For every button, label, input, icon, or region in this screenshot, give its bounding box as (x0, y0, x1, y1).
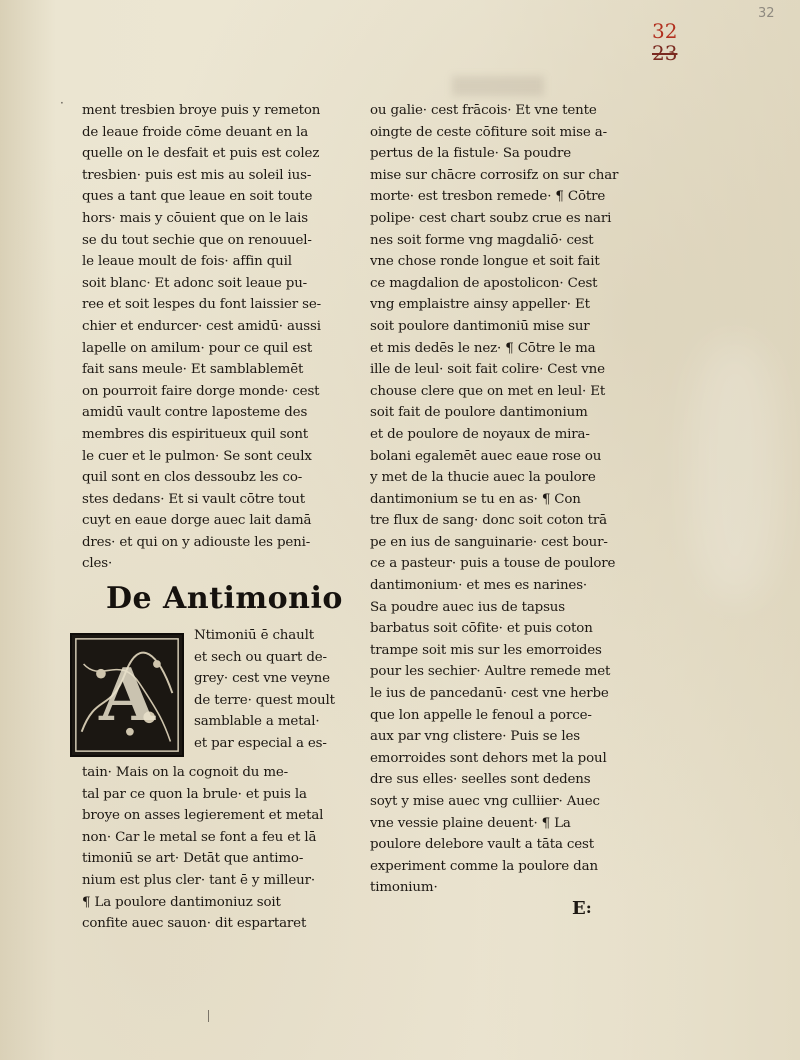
text-line: aux par vng clistere· Puis se les (370, 729, 580, 745)
text-line: ment tresbien broye puis y remeton (82, 103, 321, 118)
text-line: tre flux de sang· donc soit coton trā (370, 513, 607, 529)
text-line: mise sur chācre corrosifz on sur char (370, 167, 619, 183)
text-line: broye on asses legierement et metal (82, 808, 324, 824)
text-line: tal par ce quon la brule· et puis la (82, 786, 307, 802)
paper-stain (690, 340, 780, 600)
initial-block (82, 625, 346, 762)
text-line: y met de la thucie auec la poulore (370, 470, 596, 486)
text-line: pertus de la fistule· Sa poudre (370, 146, 572, 162)
text-line: nes soit forme vng magdaliō· cest (370, 232, 594, 248)
text-line: tresbien· puis est mis au soleil ius- (82, 167, 312, 183)
text-line: soit blanc· Et adonc soit leaue pu- (82, 275, 308, 291)
text-line: timonium· (370, 880, 438, 896)
text-line: se du tout sechie que on renouuel- (82, 232, 312, 248)
text-line: soit poulore dantimoniū mise sur (370, 318, 590, 334)
text-line: emorroides sont dehors met la poul (370, 750, 607, 766)
text-line: le ius de pancedanū· cest vne herbe (370, 686, 609, 702)
text-line: et mis dedēs le nez· ¶ Cōtre le ma (370, 340, 596, 356)
text-line: cuyt en eaue dorge auec lait damā (82, 513, 312, 529)
text-line: ree et soit lespes du font laissier se- (82, 297, 321, 313)
catchword: E꞉ (572, 898, 592, 919)
text-line: Ntimoniū ē chault (194, 628, 314, 644)
right-column (370, 100, 636, 899)
text-line: vng emplaistre ainsy appeller· Et (370, 297, 590, 313)
text-line: cles· (82, 556, 113, 572)
text-line: de terre· quest moult (194, 692, 335, 708)
left-column-bottom-text (82, 762, 346, 935)
initial-adjacent-text (194, 625, 346, 755)
marginal-mark: · (60, 96, 64, 110)
text-line: soyt y mise auec vng culliier· Auec (370, 794, 600, 809)
text-line: non· Car le metal se font a feu et lā (82, 829, 317, 845)
text-line: dres· et qui on y adiouste les peni- (82, 534, 311, 550)
text-line: ques a tant que leaue en soit toute (82, 189, 313, 205)
text-line: dre sus elles· seelles sont dedens (370, 772, 591, 788)
text-line: ille de leul· soit fait colire· Cest vne (370, 362, 605, 378)
text-line: polipe· cest chart soubz crue es nari (370, 210, 612, 226)
text-line: trampe soit mis sur les emorroides (370, 642, 602, 658)
text-line: lapelle on amilum· pour ce quil est (82, 340, 313, 356)
text-line: bolani egalemēt auec eaue rose ou (370, 448, 602, 464)
text-line: le leaue moult de fois· affin quil (82, 254, 292, 270)
text-line: chouse clere que on met en leul· Et (370, 383, 606, 399)
text-line: on pourroit faire dorge monde· cest (82, 383, 320, 399)
text-line: hors· mais y cōuient que on le lais (82, 210, 308, 226)
text-line: quelle on le desfait et puis est colez (82, 146, 320, 162)
text-line: stes dedans· Et si vault cōtre tout (82, 491, 306, 507)
text-line: ou galie· cest frācois· Et vne tente (370, 103, 597, 118)
text-line: ce magdalion de apostolicon· Cest (370, 275, 598, 291)
text-line: et par especial a es- (194, 736, 327, 752)
text-line: membres dis espiritueux quil sont (82, 426, 309, 442)
text-line: pour les sechier· Aultre remede met (370, 664, 611, 680)
folio-number-struck: 23 (652, 41, 678, 65)
text-line: chier et endurcer· cest amidū· aussi (82, 318, 321, 334)
left-column-top-text (82, 100, 346, 575)
text-line: vne vessie plaine deuent· ¶ La (370, 815, 571, 831)
pencil-folio-number: 32 (758, 6, 775, 21)
text-line: pe en ius de sanguinarie· cest bour- (370, 534, 608, 550)
text-line: nium est plus cler· tant ē y milleur· (82, 873, 315, 889)
text-line: samblable a metal· (194, 714, 320, 730)
text-line: fait sans meule· Et samblablemēt (82, 362, 304, 378)
text-line: tain· Mais on la cognoit du me- (82, 765, 289, 781)
text-line: que lon appelle le fenoul a porce- (370, 707, 592, 723)
text-line: ce a pasteur· puis a touse de poulore (370, 556, 616, 572)
left-column (82, 100, 346, 935)
text-line: dantimonium· et mes es narines· (370, 578, 588, 594)
text-line: grey· cest vne veyne (194, 671, 330, 687)
text-line: barbatus soit cōfite· et puis coton (370, 621, 593, 637)
text-line: morte· est tresbon remede· ¶ Cōtre (370, 189, 606, 205)
text-line: timoniū se art· Detāt que antimo- (82, 851, 304, 867)
text-line: vne chose ronde longue et soit fait (370, 254, 600, 270)
text-line: et de poulore de noyaux de mira- (370, 426, 590, 442)
folio-number (652, 20, 700, 64)
initial-letter: A (99, 652, 155, 738)
section-heading: De Antimonio (106, 581, 343, 617)
text-line: ¶ La poulore dantimoniuz soit (82, 894, 281, 910)
text-line: soit fait de poulore dantimonium (370, 405, 588, 421)
text-line: de leaue froide cōme deuant en la (82, 124, 309, 140)
text-line: oingte de ceste cōfiture soit mise a- (370, 124, 607, 140)
decorated-initial-woodcut (70, 633, 184, 757)
ink-bleed-through (452, 76, 544, 96)
text-line: Sa poudre auec ius de tapsus (370, 599, 566, 615)
text-line: quil sont en clos dessoubz les co- (82, 470, 303, 486)
text-line: confite auec sauon· dit espartaret (82, 916, 307, 932)
text-line: amidū vault contre laposteme des (82, 405, 308, 421)
page-mark (208, 1010, 209, 1022)
folio-number-current: 32 (652, 19, 678, 43)
text-line: dantimonium se tu en as· ¶ Con (370, 491, 581, 507)
text-line: le cuer et le pulmon· Se sont ceulx (82, 448, 312, 464)
text-line: poulore delebore vault a tāta cest (370, 837, 594, 853)
text-line: et sech ou quart de- (194, 649, 327, 665)
text-line: experiment comme la poulore dan (370, 858, 598, 874)
